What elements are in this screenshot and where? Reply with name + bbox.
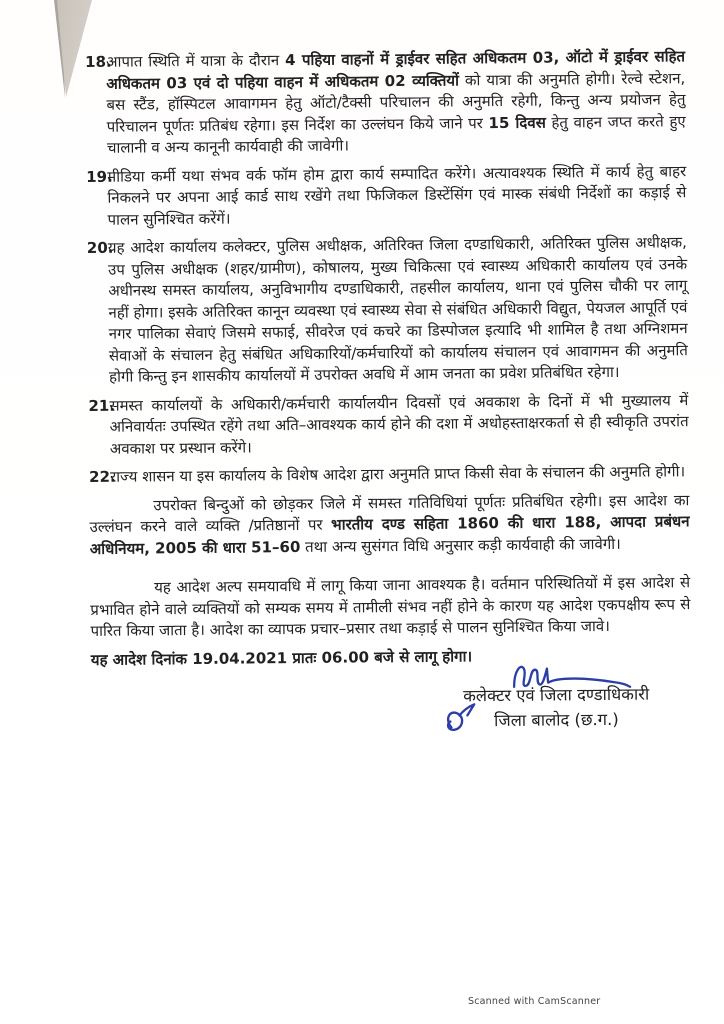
text-run: हेतु वाहन जप्त करते हुए चालानी व अन्य कानूनी कार्यवाही की जावेगी। [106, 111, 686, 157]
camscanner-watermark: Scanned with CamScanner [468, 996, 601, 1007]
item-number: 21. [88, 396, 116, 415]
text-run: आपात स्थिति में यात्रा के दौरान [106, 51, 286, 71]
list-item [87, 232, 688, 388]
order-items [85, 46, 689, 488]
item-number: 19. [86, 167, 113, 186]
bold-text-run: भारतीय दण्ड सहिता 1860 की धारा 188, आपदा प्रबंधन अधिनियम, 2005 की धारा 51–60 [89, 512, 690, 558]
text-run: उपरोक्त बिन्दुओं को छोड़कर जिले में समस्त गतिविधियां पूर्णतः प्रतिबंधित रहेगी। इस आदेश का उल्लंघन करने वाले व्यक्ति /प्रतिष्ठानों पर [89, 490, 690, 536]
paragraph-urgency [90, 572, 691, 642]
text-run: मीडिया कर्मी यथा संभव वर्क फॉम होम द्वारा कार्य सम्पादित करेंगे। अत्यावश्यक स्थिति में कार्य हेतु बाहर निकलने पर अपना आई कार्ड साथ रखेंगे तथा फिजिकल डिस्टेंसिंग एवं मास्क संबंधी निर्देशों का कड़ाई से पालन सुनिश्चित करेंगें। [107, 161, 687, 229]
item-number: 20. [86, 238, 114, 257]
bold-text-run: 4 पहिया वाहनों में ड्राईवर सहित अधिकतम 03, ऑटो में ड्राईवर सहित अधिकतम 03 एवं दो पहिया वाहन में अधिकतम 02 व्यक्तियों [106, 47, 686, 93]
list-item [86, 161, 687, 231]
list-item [89, 461, 689, 488]
signature-row [91, 665, 692, 737]
text-run: यह आदेश कार्यालय कलेक्टर, पुलिस अधीक्षक, अतिरिक्त जिला दण्डाधिकारी, अतिरिक्त पुलिस अधीक्षक, उप पुलिस अधीक्षक (शहर/ग्रामीण), कोषालय, मुख्य चिकित्सा एवं स्वास्थ्य अधिकारी कार्यालय एवं उनके अधीनस्थ समस्त कार्यालय, अनुविभागीय दण्डाधिकारी, तहसील कार्यालय, थाना एवं पुलिस चौकी पर लागू नहीं होगा। इसके अतिरिक्त कानून व्यवस्था एवं स्वास्थ्य सेवा से संबंधित अधिकारी विद्युत, पेयजल आपूर्ति एवं नगर पालिका सेवाएं जिसमे सफाई, सीवरेज एवं कचरे का डिस्पोजल इत्यादि भी शामिल है तथा अग्निशमन सेवाओं के संचालन हेतु संबंधित अधिकारियों/कर्मचारियों को कार्यालय संचालन एवं आवागमन की अनुमति होगी किन्तु इन शासकीय कार्यालयों में उपरोक्त अवधि में आम जनता का प्रवेश प्रतिबंधित रहेगा। [107, 233, 688, 386]
text-run: तथा अन्य सुसंगत विधि अनुसार कड़ी कार्यवाही की जावेगी। [300, 534, 621, 556]
paragraph-restrictions [89, 490, 690, 560]
text-run: राज्य शासन या इस कार्यालय के विशेष आदेश द्वारा अनुमति प्राप्त किसी सेवा के संचालन की अनुमति होगी। [109, 462, 686, 486]
closing-paragraphs [89, 490, 691, 671]
document-body [85, 46, 692, 737]
text-run: यह आदेश अल्प समयावधि में लागू किया जाना आवश्यक है। वर्तमान परिस्थितियों में इस आदेश से प्रभावित होने वाले व्यक्तियों को सम्यक समय में तामीली संभव नहीं होने के कारण यह आदेश एकपक्षीय रूप से पारित किया जाता है। आदेश का व्यापक प्रचार–प्रसार तथा कड़ाई से पालन सुनिश्चित किया जावे। [90, 573, 691, 640]
bold-text-run: यह आदेश दिनांक 19.04.2021 प्रातः 06.00 बजे से लागू होगा। [90, 646, 473, 669]
bold-text-run: 15 दिवस [488, 113, 546, 132]
signatory-designation: कलेक्टर एवं जिला दण्डाधिकारी [463, 684, 650, 706]
item-number: 22. [88, 467, 116, 486]
list-item [88, 390, 689, 460]
text-run: समस्त कार्यालयों के अधिकारी/कर्मचारी कार्यालयीन दिवसों एवं अवकाश के दिनों में भी मुख्यालय में अनिवार्यतः उपस्थित रहेंगे तथा अति–आवश्यक कार्य होने की दशा में अधोहस्ताक्षरकर्ता से ही स्वीकृति उपरांत अवकाश पर प्रस्थान करेंगे। [109, 390, 689, 458]
text-run: को यात्रा की अनुमति होगी। रेल्वे स्टेशन, बस स्टैंड, हॉस्पिटल आवागमन हेतु ऑटो/टैक्सी परिचालन की अनुमति रहेगी, किन्तु अन्य प्रयोजन हेतु परिचालन पूर्णतः प्रतिबंध रहेगा। इस निर्देश का उल्लंघन किये जाने पर [106, 68, 686, 136]
signatory-district: जिला बालोद (छ.ग.) [494, 709, 619, 731]
item-number: 18. [85, 52, 112, 71]
list-item [85, 46, 686, 159]
signature-block [463, 682, 649, 734]
